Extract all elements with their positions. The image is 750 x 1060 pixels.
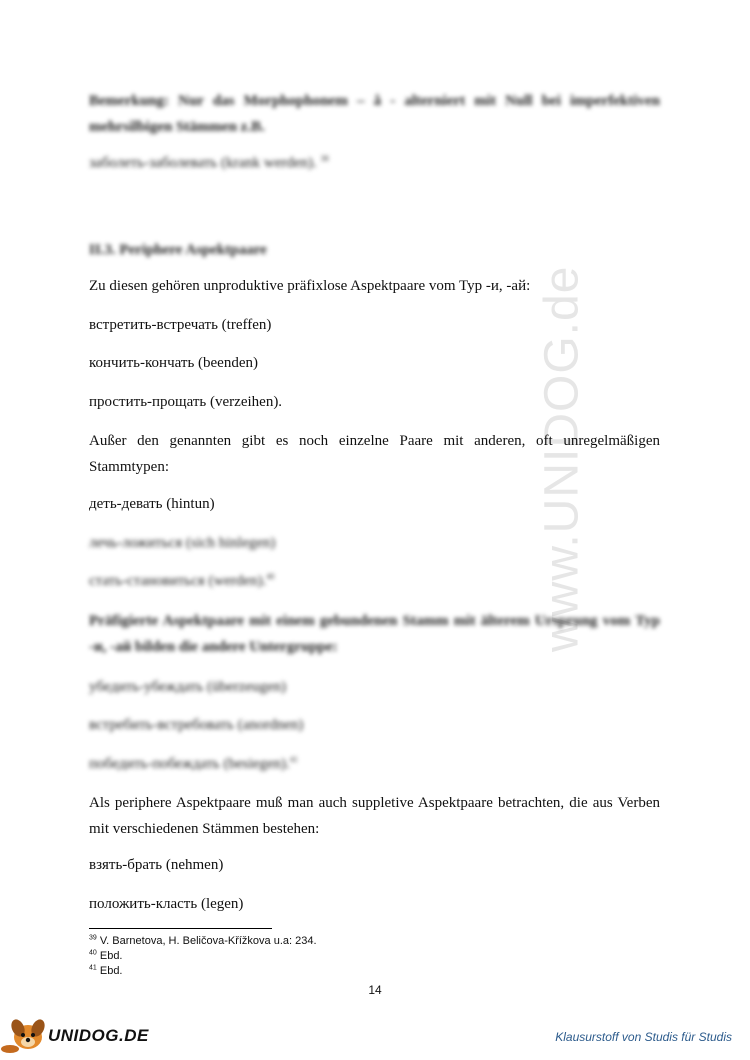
blurred-example: стать-становиться (werden).$^{40}$ [89, 572, 275, 589]
example-line: кончить-кончать (beenden) [89, 355, 258, 371]
page-number: 14 [368, 983, 382, 997]
example-line: положить-класть (legen) [89, 896, 244, 912]
blurred-example: встребить-встребовать (anordnen) [89, 717, 304, 733]
blurred-paragraph: Präfigierte Aspektpaare mit einem gebundenen Stamm mit älterem Ursprung vom Typ -и, -ай bilden die andere Untergruppe: [89, 613, 660, 655]
footnote: $^{41}$ Ebd. [89, 964, 123, 977]
example-line: встретить-встречать (treffen) [89, 317, 272, 333]
blurred-example: заболеть-заболевать (krank werden). $^{38}$ [89, 154, 329, 171]
paragraph-suppletiv: Als periphere Aspektpaare muß man auch suppletive Aspektpaare betrachten, die aus Verben mit verschiedenen Stämmen bestehen: [89, 795, 660, 837]
logo-text: UNIDOG.DE [48, 1026, 149, 1045]
footnote: $^{39}$ V. Barnetova, H. Beličova-Křížkova u.a: 234. [89, 934, 317, 947]
blurred-remark: Bemerkung: Nur das Morphophonem – å - alterniert mit Null bei imperfektiven mehrsilbigen Stämmen z.B. [89, 93, 660, 135]
section-heading: II.3. Periphere Aspektpaare [89, 242, 267, 258]
blurred-example: лечь-ложиться (sich hinlegen) [89, 535, 276, 551]
paragraph-ausser: Außer den genannten gibt es noch einzelne Paare mit anderen, oft unregelmäßigen Stammtypen: [89, 433, 660, 475]
footer-tagline: Klausurstoff von Studis für Studis [555, 1030, 732, 1044]
footnote-separator [89, 928, 272, 929]
example-line: взять-брать (nehmen) [89, 857, 224, 873]
footnote: $^{40}$ Ebd. [89, 949, 123, 962]
blurred-example: победить-побеждать (besiegen).$^{41}$ [89, 755, 298, 772]
watermark: www.UNIDOG.de [535, 265, 589, 652]
paragraph-intro: Zu diesen gehören unproduktive präfixlose Aspektpaare vom Typ -и, -ай: [89, 278, 531, 294]
blurred-example: убедить-убеждать (überzeugen) [89, 679, 287, 695]
example-line: простить-прощать (verzeihen). [89, 394, 283, 410]
example-line: деть-девать (hintun) [89, 496, 215, 512]
